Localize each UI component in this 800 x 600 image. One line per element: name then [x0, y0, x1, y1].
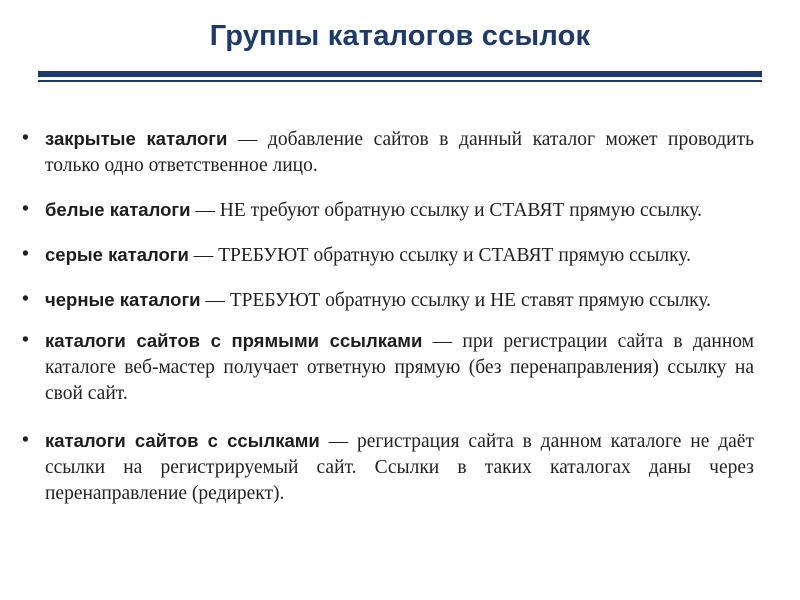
item-term: каталоги сайтов с прямыми ссылками — [45, 330, 423, 351]
title-underline-thick — [38, 71, 762, 77]
list-item — [22, 126, 754, 179]
bullet-icon: • — [22, 128, 29, 149]
item-term: черные каталоги — [45, 289, 201, 310]
catalog-groups-list — [22, 126, 754, 507]
item-text: — НЕ требуют обратную ссылку и СТАВЯТ прямую ссылку. — [190, 200, 702, 221]
title-underline-thin — [38, 80, 762, 82]
item-term: каталоги сайтов с ссылками — [45, 430, 320, 451]
list-item — [22, 242, 754, 269]
item-text: — при регистрации сайта в данном каталоге веб-мастер получает ответную прямую (без перенаправления) ссылку на свой сайт. — [45, 331, 755, 404]
bullet-icon: • — [22, 430, 29, 451]
list-item — [22, 197, 754, 224]
item-text: — ТРЕБУЮТ обратную ссылку и СТАВЯТ прямую ссылку. — [188, 245, 692, 266]
bullet-icon: • — [22, 199, 29, 220]
list-item — [22, 287, 754, 314]
item-text: — регистрация сайта в данном каталоге не даёт ссылки на регистрируемый сайт. Ссылки в таких каталогах даны через перенаправление (редирект). — [45, 431, 754, 504]
bullet-icon: • — [22, 289, 29, 310]
list-item — [22, 328, 754, 407]
bullet-icon: • — [22, 244, 29, 265]
slide-title: Группы каталогов ссылок — [209, 20, 591, 52]
item-term: закрытые каталоги — [45, 128, 228, 149]
item-text: — ТРЕБУЮТ обратную ссылку и НЕ ставят прямую ссылку. — [200, 290, 712, 311]
list-item — [22, 428, 754, 507]
item-term: серые каталоги — [45, 244, 189, 265]
bullet-icon: • — [22, 330, 29, 351]
item-text: — добавление сайтов в данный каталог может проводить только одно ответственное лицо. — [45, 129, 755, 176]
item-term: белые каталоги — [45, 199, 191, 220]
